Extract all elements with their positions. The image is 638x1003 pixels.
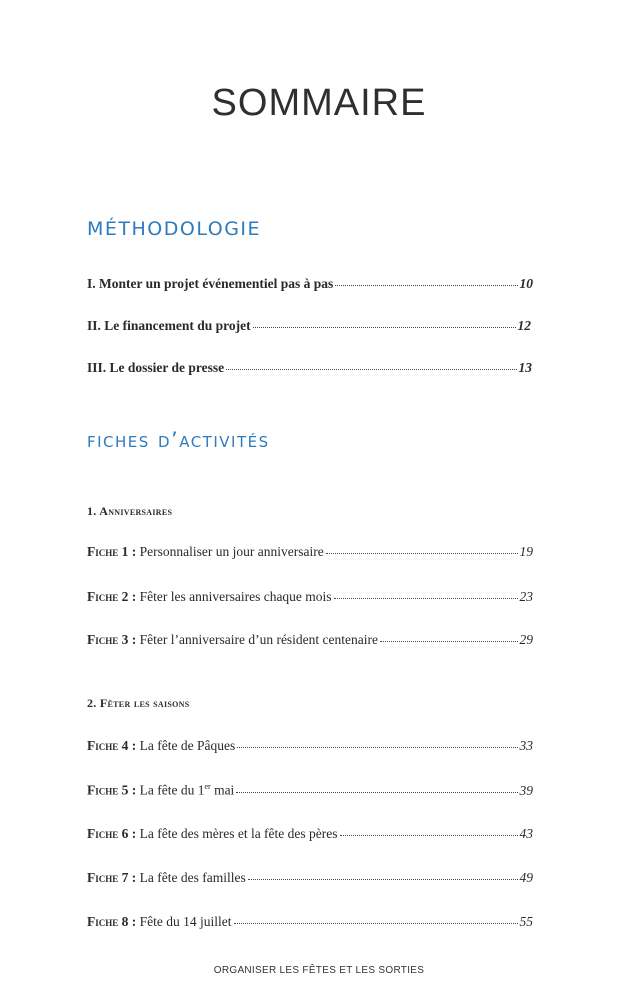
- fiche-label: Fiche 3 :: [87, 632, 137, 647]
- group-heading-saisons: 2. Fêter les saisons: [87, 696, 190, 710]
- dot-leader: [340, 834, 518, 836]
- toc-entry[interactable]: [87, 870, 533, 886]
- toc-entry-page: 13: [518, 360, 532, 375]
- dot-leader: [248, 878, 518, 880]
- toc-entry[interactable]: [87, 782, 533, 799]
- toc-entry[interactable]: [87, 589, 533, 605]
- toc-entry-text-after: mai: [210, 782, 235, 798]
- superscript: er: [204, 782, 211, 791]
- fiche-label: Fiche 7 :: [87, 870, 137, 885]
- fiche-label: Fiche 1 :: [87, 544, 137, 559]
- toc-entry[interactable]: [87, 738, 533, 754]
- toc-entry-text: Fête du 14 juillet: [139, 914, 232, 929]
- toc-entry-page: 29: [519, 632, 533, 647]
- toc-entry[interactable]: [87, 914, 533, 930]
- fiche-label: Fiche 2 :: [87, 589, 137, 604]
- toc-entry-text: III. Le dossier de presse: [87, 360, 225, 375]
- dot-leader: [326, 552, 518, 554]
- fiche-label: Fiche 6 :: [87, 826, 137, 841]
- page-title: SOMMAIRE: [211, 82, 427, 124]
- toc-entry-page: 43: [519, 826, 533, 841]
- dot-leader: [253, 326, 516, 328]
- dot-leader: [335, 284, 517, 286]
- dot-leader: [236, 791, 517, 793]
- toc-entry-page: 23: [519, 589, 533, 604]
- section-heading-fiches: fiches d’activités: [87, 428, 270, 452]
- fiche-label: Fiche 5 :: [87, 782, 137, 798]
- dot-leader: [380, 640, 517, 642]
- toc-entry-page: 49: [519, 870, 533, 885]
- toc-entry-text: La fête du 1: [139, 782, 205, 798]
- dot-leader: [226, 368, 516, 370]
- toc-entry-page: 12: [517, 318, 531, 333]
- toc-entry-page: 39: [519, 782, 533, 798]
- toc-entry-text: II. Le financement du projet: [87, 318, 251, 333]
- toc-entry-text: La fête de Pâques: [139, 738, 236, 753]
- toc-entry-page: 10: [519, 276, 533, 291]
- toc-entry[interactable]: [87, 318, 531, 334]
- toc-entry-text: Fêter l’anniversaire d’un résident centenaire: [139, 632, 379, 647]
- fiche-label: Fiche 8 :: [87, 914, 137, 929]
- page-footer: ORGANISER LES FÊTES ET LES SORTIES: [213, 965, 425, 976]
- section-heading-methodologie: MÉTHODOLOGIE: [87, 218, 262, 240]
- toc-entry-text: I. Monter un projet événementiel pas à pas: [87, 276, 334, 291]
- group-heading-anniversaires: 1. Anniversaires: [87, 504, 173, 518]
- toc-entry-text: La fête des mères et la fête des pères: [139, 826, 338, 841]
- dot-leader: [237, 746, 517, 748]
- toc-entry[interactable]: [87, 826, 533, 842]
- toc-entry[interactable]: [87, 544, 533, 560]
- toc-entry[interactable]: [87, 360, 532, 376]
- dot-leader: [334, 597, 518, 599]
- toc-entry-page: 19: [519, 544, 533, 559]
- toc-entry[interactable]: [87, 276, 533, 292]
- dot-leader: [234, 922, 518, 924]
- toc-entry[interactable]: [87, 632, 533, 648]
- fiche-label: Fiche 4 :: [87, 738, 137, 753]
- toc-entry-text: La fête des familles: [139, 870, 246, 885]
- toc-entry-page: 33: [519, 738, 533, 753]
- toc-entry-page: 55: [519, 914, 533, 929]
- toc-entry-text: Personnaliser un jour anniversaire: [139, 544, 324, 559]
- toc-entry-text: Fêter les anniversaires chaque mois: [139, 589, 332, 604]
